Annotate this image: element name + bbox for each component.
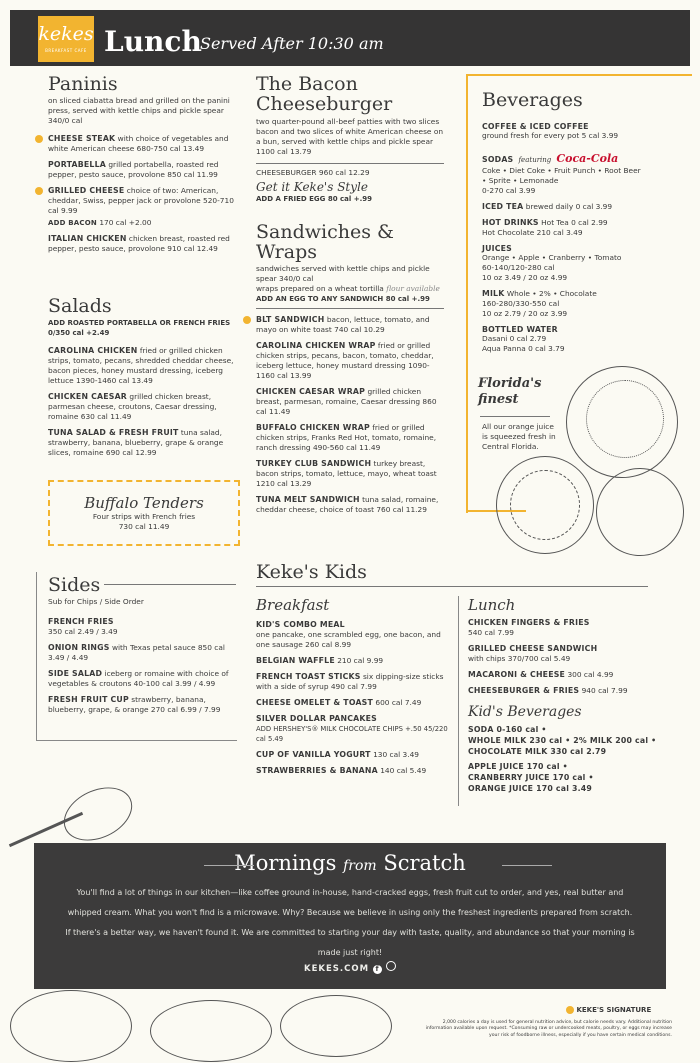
orange-illustration [596,468,684,556]
burger-title: The Bacon Cheeseburger [256,73,393,115]
beverages-border [466,74,468,511]
kids-bev-line: WHOLE MILK 230 cal • 2% MILK 200 cal • [468,736,657,745]
kids-lunch-title: Lunch [468,596,516,614]
kids-item: CHEESEBURGER & FRIES 940 cal 7.99 [468,686,628,695]
kids-item: CHEESE OMELET & TOAST 600 cal 7.49 [256,698,422,707]
side-item: FRESH FRUIT CUP strawberry, banana, blueberry, grape, & orange 270 cal 6.99 / 7.99 [48,695,221,714]
coca-cola-logo: Coca-Cola [556,152,619,165]
kids-bev-line: CRANBERRY JUICE 170 cal • [468,773,594,782]
divider [256,163,444,164]
paninis-title: Paninis [48,73,118,95]
kekes-style-desc: ADD A FRIED EGG 80 cal +.99 [256,195,372,203]
kids-bev-line: CHOCOLATE MILK 330 cal 2.79 [468,747,607,756]
sides-section [48,575,234,721]
kids-item: BELGIAN WAFFLE 210 cal 9.99 [256,656,384,665]
divider [256,308,444,309]
signature-icon [35,187,43,195]
beverages-section [482,90,642,354]
coffee-cup-illustration [10,990,132,1062]
banner-body: You'll find a lot of things in our kitchen—like coffee ground in-house, hand-cracked eggs, fresh fruit cut to order, and yes, real butter and whipped cream. What you won't find is a microwave. Why? Because we believe in using only the freshest ingredients prepared from scratch. If there's a better way, we haven't found it. We are committed to starting your day with taste, quality, and abundance so that your morning is made just right! [65,888,635,957]
page-title: Lunch [104,25,202,58]
panini-addon: ADD BACON 170 cal +2.00 [48,218,152,227]
hot-item: HOT DRINKS Hot Tea 0 cal 2.99 [482,218,608,227]
signature-icon [35,135,43,143]
sandwiches-desc: sandwiches served with kettle chips and pickle spear 340/0 cal [256,264,430,283]
kids-lunch [468,596,668,794]
burger-desc: two quarter-pound all-beef patties with two slices bacon and two slices of white American cheese on a bun, served with kettle chips and pickle spear 1100 cal 13.79 [256,117,444,156]
kids-beverages-title: Kid's Beverages [468,704,582,720]
egg-note: ADD AN EGG TO ANY SANDWICH 80 cal +.99 [256,295,430,303]
coffee-desc: ground fresh for every pot 5 cal 3.99 [482,131,619,140]
instagram-icon[interactable] [386,961,396,971]
kids-bev-line: SODA 0-160 cal • [468,725,547,734]
logo: kekes BREAKFAST CAFE [38,16,94,62]
orange-slice-segments [510,470,580,540]
divider [480,416,550,417]
tenders-title: Buffalo Tenders [84,494,204,512]
panini-item: PORTABELLA grilled portabella, roasted red pepper, pesto sauce, provolone 850 cal 11.99 [48,160,219,179]
water-desc: Dasani 0 cal 2.79 [482,334,547,343]
sides-title: Sides [48,574,101,596]
sandwich-item: BUFFALO CHICKEN WRAP fried or grilled chicken strips, Franks Red Hot, tomato, romaine, ranch dressing 490-560 cal 11.49 [256,423,437,452]
juices-name: JUICES [482,244,512,253]
florida-finest-title: Florida's finest [478,376,542,407]
milk-item: MILK Whole • 2% • Chocolate [482,289,597,298]
signature-legend: KEKE'S SIGNATURE [566,1006,651,1014]
banner-website: KEKES.COM f [34,961,666,974]
kids-item: KID'S COMBO MEAL one pancake, one scrambled egg, one bacon, and one sausage 260 cal 8.99 [256,620,441,649]
facebook-icon[interactable]: f [373,965,382,974]
kids-bev-line: APPLE JUICE 170 cal • [468,762,568,771]
sandwiches-section [256,222,446,521]
kids-item: STRAWBERRIES & BANANA 140 cal 5.49 [256,766,427,775]
kids-item: SILVER DOLLAR PANCAKES ADD HERSHEY'S® MILK CHOCOLATE CHIPS +.50 45/220 cal 5.49 [256,714,448,743]
panini-item: ITALIAN CHICKEN chicken breast, roasted red pepper, pesto sauce, provolone 910 cal 12.49 [48,234,230,253]
salad-item: CHICKEN CAESAR grilled chicken breast, parmesan cheese, croutons, Caesar dressing, romaine 630 cal 11.49 [48,392,217,421]
salads-title: Salads [48,295,112,317]
juices-list: Orange • Apple • Cranberry • Tomato [482,253,622,262]
salad-item: TUNA SALAD & FRESH FRUIT tuna salad, strawberry, banana, blueberry, grape & orange slices, romaine 690 cal 12.99 [48,428,224,457]
wrap-note: wraps prepared on a wheat tortilla flour available [256,284,440,293]
kids-item: MACARONI & CHEESE 300 cal 4.99 [468,670,614,679]
kids-title: Keke's Kids [256,561,367,583]
kids-breakfast [256,596,452,782]
water-name: BOTTLED WATER [482,325,558,334]
banner-rule-right [502,865,552,866]
sides-desc: Sub for Chips / Side Order [48,597,144,606]
juices-price: 10 oz 3.49 / 20 oz 4.99 [482,273,568,282]
coffee-name: COFFEE & ICED COFFEE [482,122,589,131]
kids-rule [256,586,648,587]
sandwich-item: TUNA MELT SANDWICH tuna salad, romaine, cheddar cheese, choice of toast 760 cal 11.29 [256,495,439,514]
kids-bev-line: ORANGE JUICE 170 cal 3.49 [468,784,593,793]
sodas-list: Coke • Diet Coke • Fruit Punch • Root Beer • Sprite • Lemonade [482,166,641,185]
tenders-price: 730 cal 11.49 [118,522,170,531]
milk-cal: 160-280/330-550 cal [482,299,560,308]
paninis-section [48,74,238,260]
panini-item: GRILLED CHEESE choice of two: American, cheddar, Swiss, pepper jack or provolone 520-710 cal 9.99 [48,186,238,216]
kids-item: GRILLED CHEESE SANDWICH with chips 370/700 cal 5.49 [468,644,598,663]
pan-illustration [280,995,392,1057]
buffalo-tenders-box [48,480,240,546]
signature-icon [566,1006,574,1014]
banner-title: Mornings from Scratch [234,851,466,875]
sandwiches-title: Sandwiches & Wraps [256,221,394,263]
tea-item: ICED TEA brewed daily 0 cal 3.99 [482,202,613,211]
salad-item: CAROLINA CHICKEN fried or grilled chicken strips, tomato, pecans, shredded cheddar cheese, bacon pieces, honey mustard dressing, iceberg lettuce 1390-1460 cal 13.49 [48,346,234,385]
banner-rule-left [204,865,254,866]
cheeseburger-item: CHEESEBURGER 960 cal 12.29 [256,168,370,177]
sandwich-item: CAROLINA CHICKEN WRAP fried or grilled chicken strips, pecans, bacon, tomato, cheddar, iceberg lettuce, honey mustard dressing 1090-1160 cal 13.99 [256,341,434,380]
signature-icon [243,316,251,324]
mornings-from-scratch-banner [34,843,666,989]
hot-item-2: Hot Chocolate 210 cal 3.49 [482,228,583,237]
kids-item: CUP OF VANILLA YOGURT 130 cal 3.49 [256,750,419,759]
kekes-style-title: Get it Keke's Style [256,180,368,194]
kids-item: FRENCH TOAST STICKS six dipping-size sticks with a side of syrup 490 cal 7.99 [256,672,444,691]
spoon-illustration [55,777,141,851]
florida-finest-desc: All our orange juice is squeezed fresh in Central Florida. [482,422,556,451]
beverages-title: Beverages [482,89,583,111]
juices-cal: 60-140/120-280 cal [482,263,555,272]
salads-section [48,296,238,464]
side-item: SIDE SALAD iceberg or romaine with choice of vegetables & croutons 40-100 cal 3.99 / 4.99 [48,669,229,688]
juice-glass-rim [586,380,664,458]
panini-item: CHEESE STEAK with choice of vegetables and white American cheese 680-750 cal 13.49 [48,134,238,154]
sodas-heading: SODAS featuring Coca-Cola [482,152,619,165]
kids-breakfast-title: Breakfast [256,596,330,614]
tenders-desc: Four strips with French fries [92,512,196,521]
sodas-price: 0-270 cal 3.99 [482,186,536,195]
burger-section [256,74,446,204]
paninis-desc: on sliced ciabatta bread and grilled on the panini press, served with kettle chips and pickle spear 340/0 cal [48,96,230,125]
bowl-illustration [150,1000,272,1062]
sandwich-item: TURKEY CLUB SANDWICH turkey breast, bacon strips, tomato, lettuce, mayo, wheat toast 1210 cal 13.29 [256,459,437,488]
sandwich-item: BLT SANDWICH bacon, lettuce, tomato, and mayo on white toast 740 cal 10.29 [256,315,446,335]
side-item: FRENCH FRIES 350 cal 2.49 / 3.49 [48,617,118,636]
water-desc-2: Aqua Panna 0 cal 3.79 [482,344,565,353]
kids-divider [458,596,459,806]
sandwich-item: CHICKEN CAESAR WRAP grilled chicken breast, parmesan, romaine, Caesar dressing 860 cal 11.49 [256,387,437,416]
side-item: ONION RINGS with Texas petal sauce 850 cal 3.49 / 4.49 [48,643,225,662]
salads-desc: ADD ROASTED PORTABELLA OR FRENCH FRIES 0/350 cal +2.49 [48,319,231,337]
page-subtitle: Served After 10:30 am [200,34,384,53]
milk-price: 10 oz 2.79 / 20 oz 3.99 [482,309,568,318]
kids-item: CHICKEN FINGERS & FRIES 540 cal 7.99 [468,618,590,637]
disclaimer: 2,000 calories a day is used for general nutrition advice, but calorie needs vary. Additional nutrition information available upon request. *Consuming raw or undercooked meats, poultry, or eggs may increase your risk of foodborne illness, especially if you have certain medical conditions. [425,1020,672,1038]
